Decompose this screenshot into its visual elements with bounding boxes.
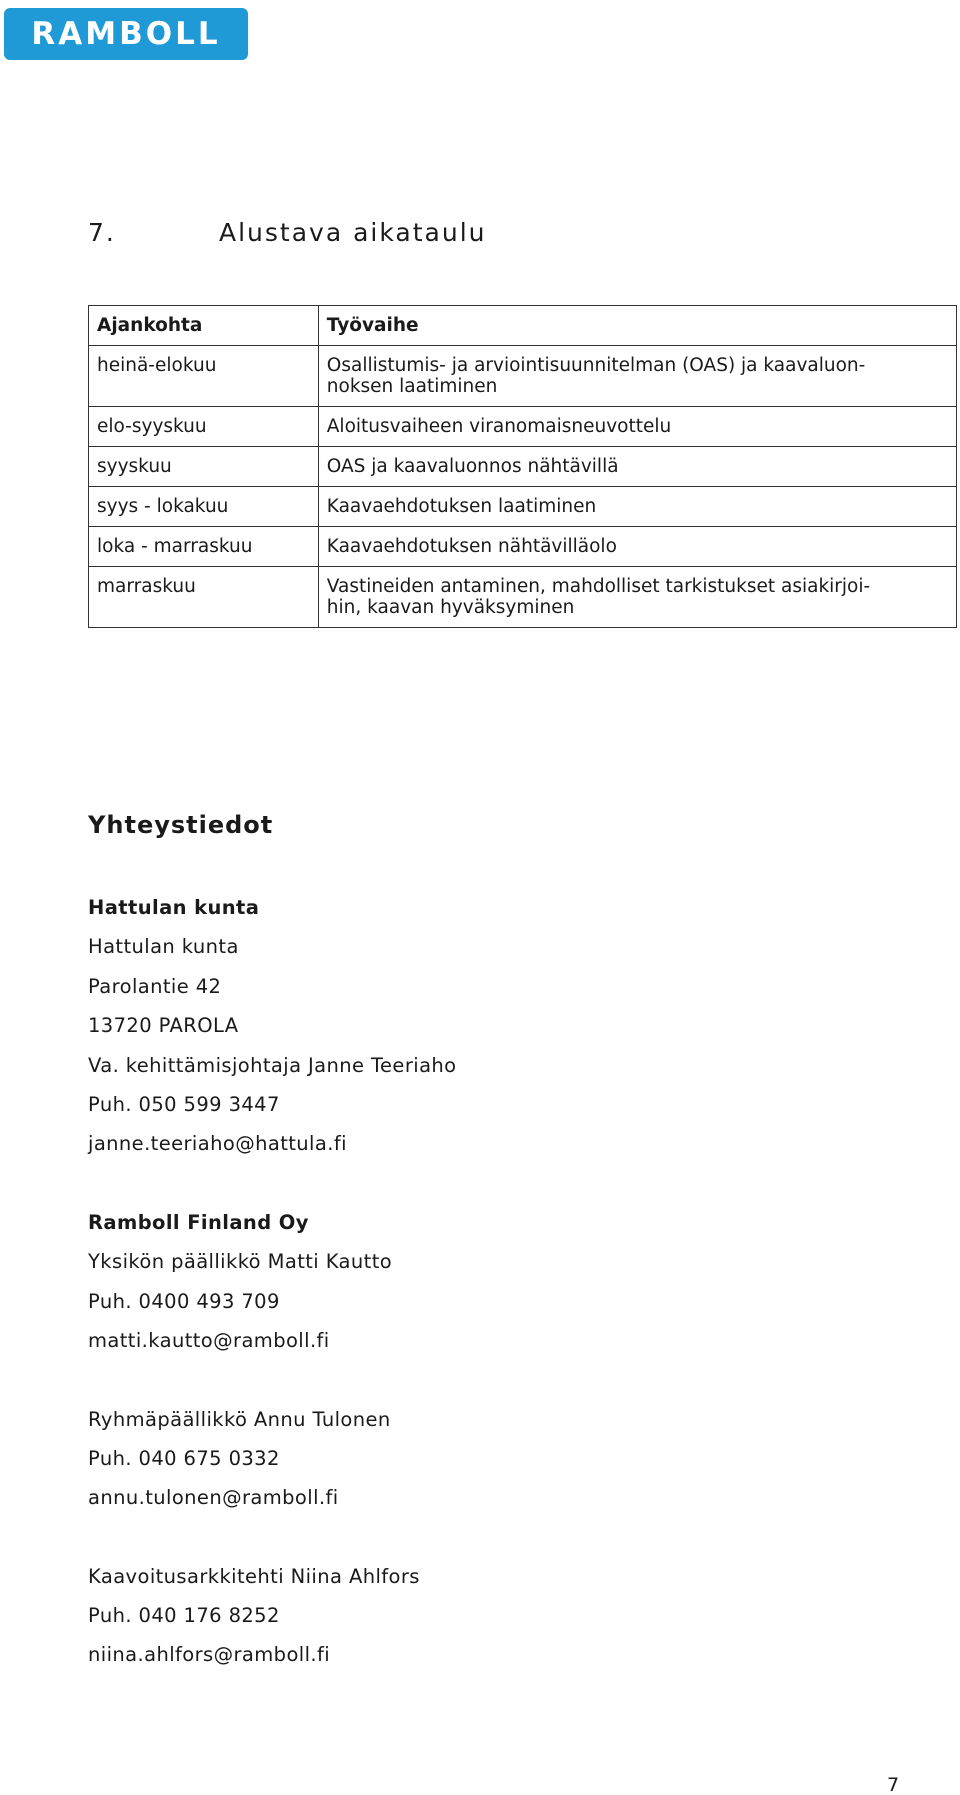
hattula-name: Hattulan kunta xyxy=(88,935,239,958)
contact-role-name: Yksikön päällikkö Matti Kautto xyxy=(88,1250,393,1273)
table-row xyxy=(89,407,957,447)
contact-role-name: Ryhmäpäällikkö Annu Tulonen xyxy=(88,1408,391,1431)
header-time: Ajankohta xyxy=(89,306,319,346)
hattula-street: Parolantie 42 xyxy=(88,975,222,998)
row-time: syys - lokakuu xyxy=(89,487,319,527)
row-time: marraskuu xyxy=(89,567,319,628)
table-header-row xyxy=(89,306,957,346)
hattula-org: Hattulan kunta xyxy=(88,896,260,919)
table-row xyxy=(89,346,957,407)
hattula-phone: Puh. 050 599 3447 xyxy=(88,1093,280,1116)
row-time: elo-syyskuu xyxy=(89,407,319,447)
section-title: Alustava aikataulu xyxy=(219,218,487,247)
row-phase: Aloitusvaiheen viranomaisneuvottelu xyxy=(318,407,956,447)
page-number: 7 xyxy=(887,1774,900,1795)
phase-line: hin, kaavan hyväksyminen xyxy=(326,597,575,618)
row-phase xyxy=(318,346,956,407)
contact-email[interactable]: matti.kautto@ramboll.fi xyxy=(88,1329,330,1352)
row-phase: Kaavaehdotuksen nähtävilläolo xyxy=(318,527,956,567)
section-number: 7. xyxy=(88,218,116,247)
table-row xyxy=(89,567,957,628)
section-heading xyxy=(88,218,486,247)
table-row xyxy=(89,487,957,527)
phase-line: Osallistumis- ja arviointisuunnitelman (OAS) ja kaavaluon- xyxy=(326,355,866,376)
contact-phone: Puh. 040 675 0332 xyxy=(88,1447,280,1470)
header-phase: Työvaihe xyxy=(318,306,956,346)
row-time: syyskuu xyxy=(89,447,319,487)
contact-phone: Puh. 0400 493 709 xyxy=(88,1290,280,1313)
row-time: loka - marraskuu xyxy=(89,527,319,567)
row-time: heinä-elokuu xyxy=(89,346,319,407)
contact-role-name: Kaavoitusarkkitehti Niina Ahlfors xyxy=(88,1565,420,1588)
contact-phone: Puh. 040 176 8252 xyxy=(88,1604,280,1627)
contacts-title: Yhteystiedot xyxy=(88,811,274,839)
hattula-postal: 13720 PAROLA xyxy=(88,1014,239,1037)
row-phase: OAS ja kaavaluonnos nähtävillä xyxy=(318,447,956,487)
logo-text: RAMBOLL xyxy=(31,16,221,52)
table-row xyxy=(89,527,957,567)
schedule-table xyxy=(88,305,957,628)
ramboll-logo xyxy=(4,8,248,60)
contact-email[interactable]: niina.ahlfors@ramboll.fi xyxy=(88,1643,331,1666)
row-phase: Kaavaehdotuksen laatiminen xyxy=(318,487,956,527)
hattula-person: Va. kehittämisjohtaja Janne Teeriaho xyxy=(88,1054,457,1077)
phase-line: Vastineiden antaminen, mahdolliset tarkistukset asiakirjoi- xyxy=(326,576,871,597)
phase-line: noksen laatiminen xyxy=(326,376,498,397)
hattula-email[interactable]: janne.teeriaho@hattula.fi xyxy=(88,1132,347,1155)
table-row xyxy=(89,447,957,487)
contact-email[interactable]: annu.tulonen@ramboll.fi xyxy=(88,1486,339,1509)
row-phase xyxy=(318,567,956,628)
ramboll-org: Ramboll Finland Oy xyxy=(88,1211,309,1234)
